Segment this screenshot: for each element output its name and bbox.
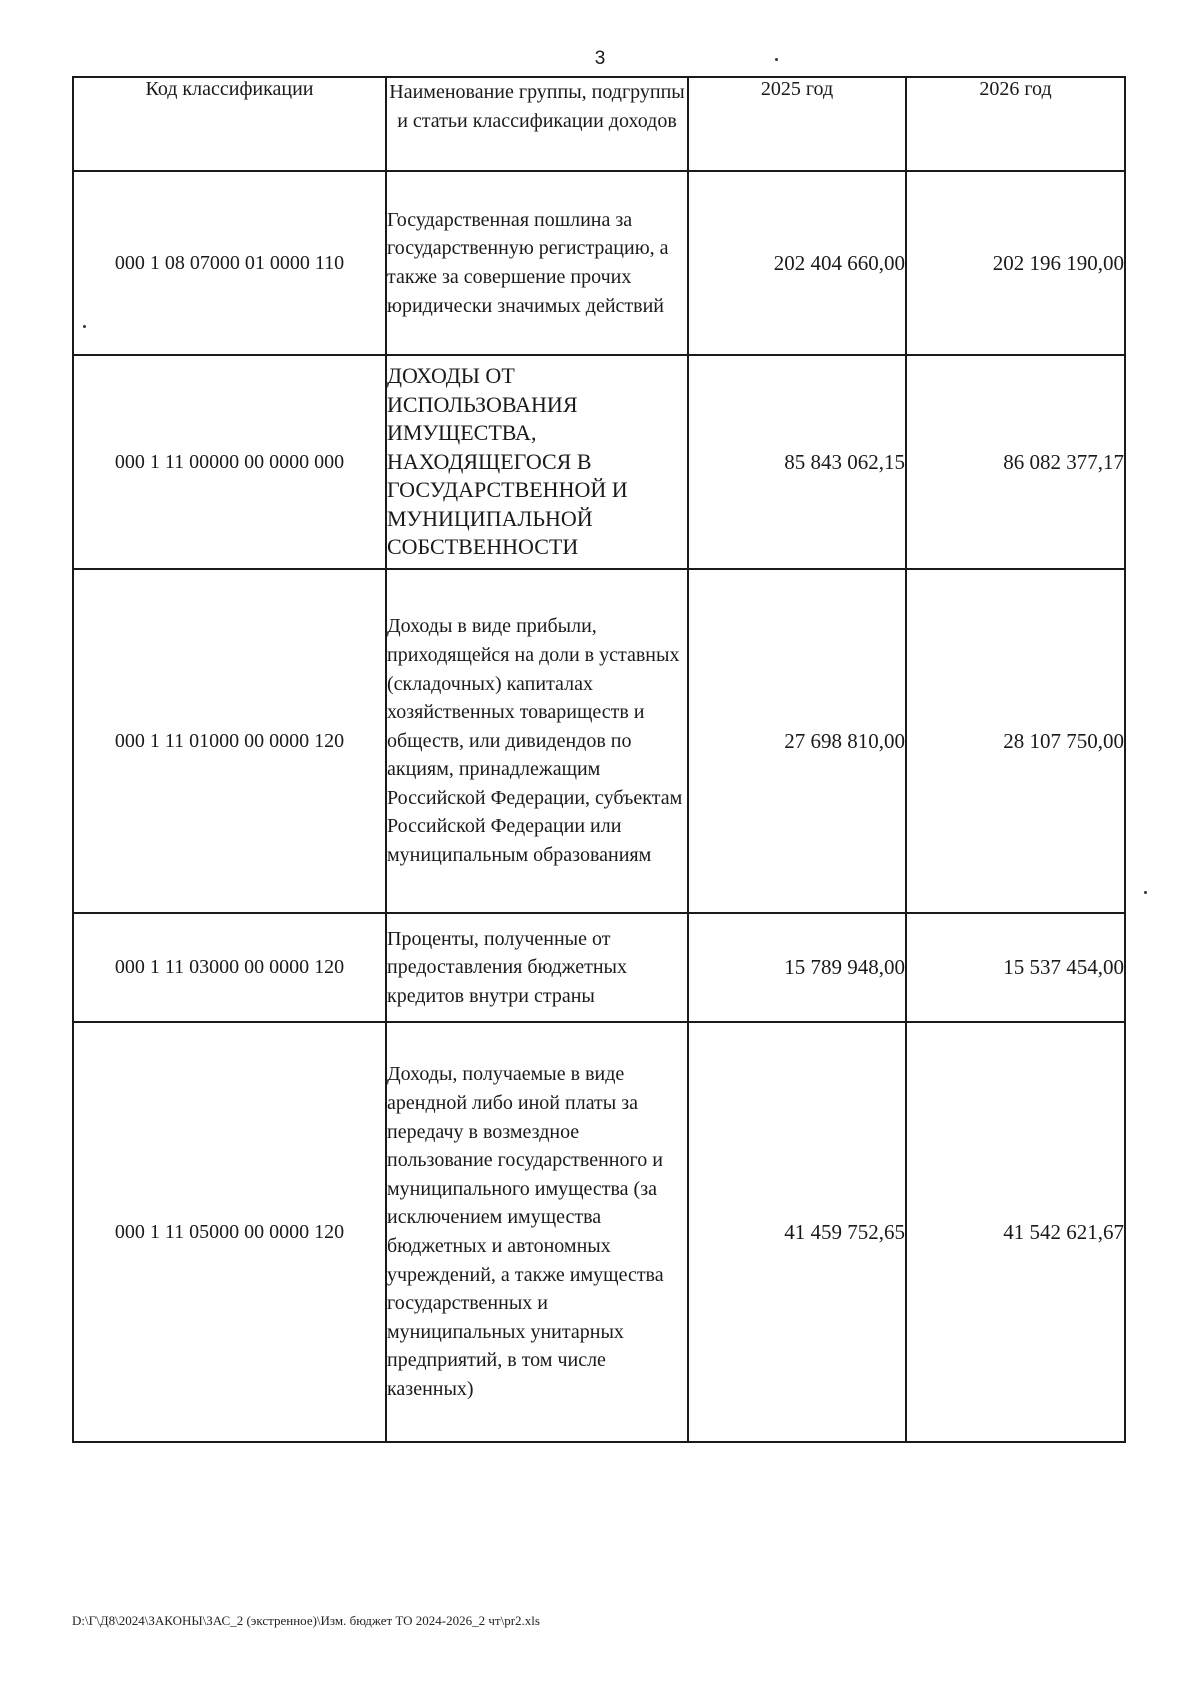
file-path-footer: D:\Г\Д8\2024\ЗАКОНЫ\ЗАС_2 (экстренное)\Изм. бюджет ТО 2024-2026_2 чт\pr2.xls <box>72 1613 540 1628</box>
classification-code: 000 1 11 01000 00 0000 120 <box>73 569 386 913</box>
table-row <box>73 913 1125 1022</box>
table-row <box>73 355 1125 569</box>
header-year-2025: 2025 год <box>688 77 906 171</box>
table-row <box>73 569 1125 913</box>
amount-2025: 15 789 948,00 <box>688 913 906 1022</box>
scan-speck <box>1144 891 1147 894</box>
header-year-2026: 2026 год <box>906 77 1125 171</box>
classification-code: 000 1 11 03000 00 0000 120 <box>73 913 386 1022</box>
amount-2026: 202 196 190,00 <box>906 171 1125 355</box>
classification-code: 000 1 11 00000 00 0000 000 <box>73 355 386 569</box>
table-row <box>73 171 1125 355</box>
amount-2026: 15 537 454,00 <box>906 913 1125 1022</box>
amount-2025: 202 404 660,00 <box>688 171 906 355</box>
scan-speck <box>775 58 778 61</box>
header-code: Код классификации <box>73 77 386 171</box>
amount-2025: 85 843 062,15 <box>688 355 906 569</box>
revenue-name: Проценты, полученные от предоставления бюджетных кредитов внутри страны <box>386 913 688 1022</box>
table-row <box>73 1022 1125 1442</box>
amount-2026: 41 542 621,67 <box>906 1022 1125 1442</box>
revenue-table <box>72 76 1126 1443</box>
classification-code: 000 1 08 07000 01 0000 110 <box>73 171 386 355</box>
header-name: Наименование группы, подгруппы и статьи классификации доходов <box>386 77 688 171</box>
revenue-name: Доходы в виде прибыли, приходящейся на доли в уставных (складочных) капиталах хозяйственных товариществ и обществ, или дивидендов по акциям, принадлежащим Российской Федерации, субъектам Российской Федерации или муниципальным образованиям <box>386 569 688 913</box>
revenue-name: Государственная пошлина за государственную регистрацию, а также за совершение прочих юридически значимых действий <box>386 171 688 355</box>
amount-2026: 86 082 377,17 <box>906 355 1125 569</box>
revenue-name: ДОХОДЫ ОТ ИСПОЛЬЗОВАНИЯ ИМУЩЕСТВА, НАХОДЯЩЕГОСЯ В ГОСУДАРСТВЕННОЙ И МУНИЦИПАЛЬНОЙ СОБСТВЕННОСТИ <box>386 355 688 569</box>
amount-2026: 28 107 750,00 <box>906 569 1125 913</box>
amount-2025: 41 459 752,65 <box>688 1022 906 1442</box>
table-header-row <box>73 77 1125 171</box>
amount-2025: 27 698 810,00 <box>688 569 906 913</box>
revenue-name: Доходы, получаемые в виде арендной либо иной платы за передачу в возмездное пользование государственного и муниципального имущества (за исключением имущества бюджетных и автономных учреждений, а также имущества государственных и муниципальных унитарных предприятий, в том числе казенных) <box>386 1022 688 1442</box>
classification-code: 000 1 11 05000 00 0000 120 <box>73 1022 386 1442</box>
page-number: 3 <box>594 48 606 69</box>
